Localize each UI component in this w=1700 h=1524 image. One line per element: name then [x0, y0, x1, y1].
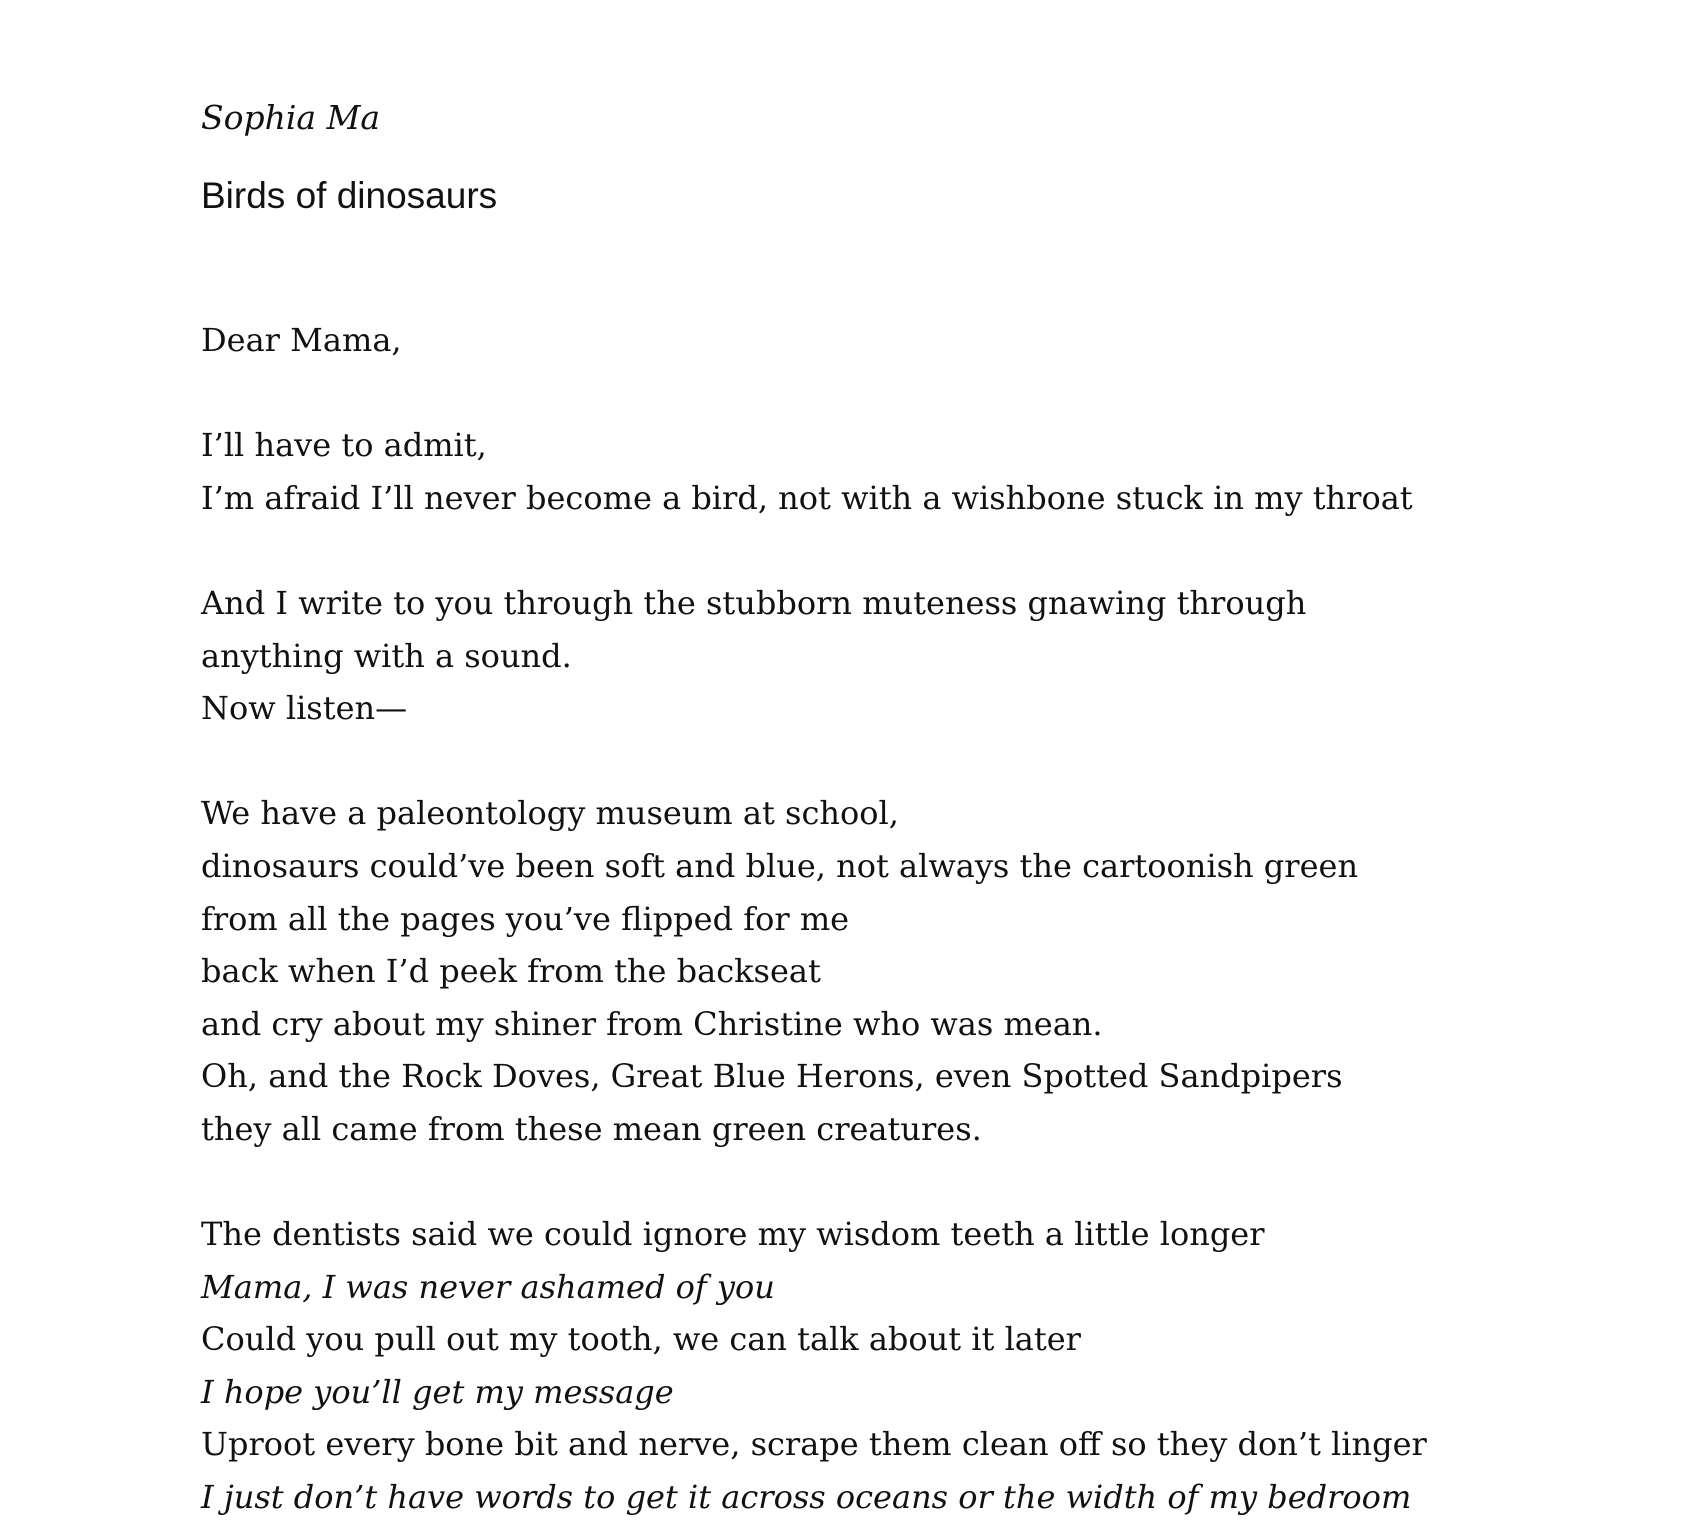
poem-line: anything with a sound.: [201, 636, 572, 675]
poem-line: Oh, and the Rock Doves, Great Blue Herons, even Spotted Sandpipers: [201, 1057, 1343, 1096]
poem-line: they all came from these mean green creatures.: [201, 1109, 982, 1148]
poem-line: and cry about my shiner from Christine who was mean.: [201, 1004, 1103, 1043]
poem-line: And I write to you through the stubborn muteness gnawing through: [201, 583, 1307, 622]
poem-line: I’ll have to admit,: [201, 426, 487, 465]
stanza-break: [201, 524, 1661, 577]
stanza-break: [201, 367, 1661, 420]
poem-title: Birds of dinosaurs: [201, 175, 498, 216]
poem-line: The dentists said we could ignore my wisdom teeth a little longer: [201, 1215, 1265, 1254]
stanza-break: [201, 735, 1661, 788]
poem-body: [201, 314, 1661, 1524]
poem-line: I just don’t have words to get it across oceans or the width of my bedroom: [201, 1478, 1412, 1517]
poem-line: dinosaurs could’ve been soft and blue, not always the cartoonish green: [201, 846, 1359, 885]
poem-line: Now listen—: [201, 689, 408, 728]
poem-line: I hope you’ll get my message: [201, 1372, 674, 1411]
poem-line: Dear Mama,: [201, 321, 402, 359]
stanza-break: [201, 1156, 1661, 1209]
poem-line: back when I’d peek from the backseat: [201, 952, 821, 991]
poem-line: I’m afraid I’ll never become a bird, not with a wishbone stuck in my throat: [201, 478, 1413, 517]
poem-line: Uproot every bone bit and nerve, scrape them clean off so they don’t linger: [201, 1425, 1427, 1464]
poem-line: from all the pages you’ve flipped for me: [201, 899, 850, 938]
poem-line: Mama, I was never ashamed of you: [201, 1267, 775, 1306]
poem-line: Could you pull out my tooth, we can talk about it later: [201, 1320, 1081, 1359]
author-name: Sophia Ma: [201, 98, 381, 137]
poem-line: We have a paleontology museum at school,: [201, 794, 899, 833]
